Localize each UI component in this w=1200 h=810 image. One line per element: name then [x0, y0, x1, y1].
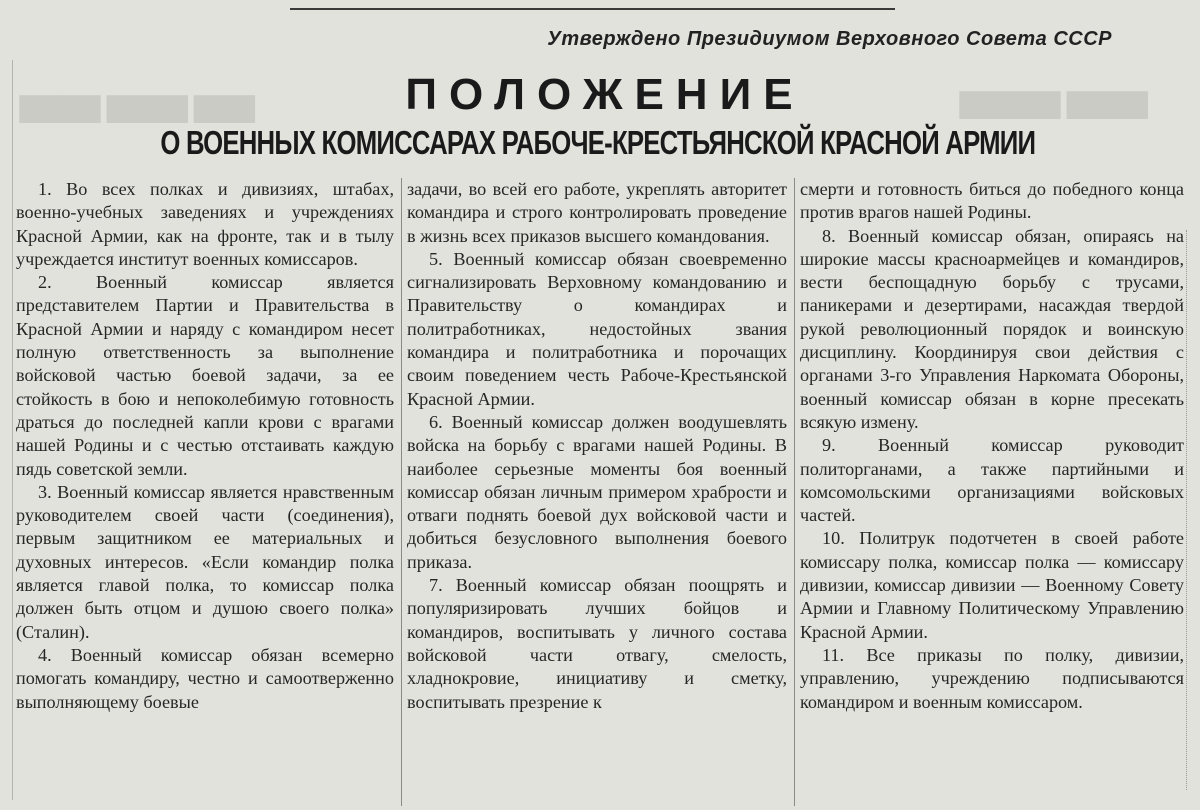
paragraph: 11. Все приказы по полку, дивизии, управлению, учреждению подписываются командиром и военным комиссаром.	[800, 644, 1184, 712]
article-columns	[16, 178, 1184, 806]
page-fold-edge	[0, 60, 13, 800]
approval-note: Утверждено Президиумом Верховного Совета СССР	[547, 28, 1112, 50]
paragraph: 6. Военный комиссар должен воодушевлять войска на борьбу с врагами нашей Родины. В наиболее серьезные моменты боя военный комиссар обязан личным примером храбрости и отваги поднять боевой дух войсковой части и добиться безусловного выполнения боевого приказа.	[407, 411, 787, 572]
paragraph: смерти и готовность биться до победного конца против врагов нашей Родины.	[800, 179, 1184, 223]
bleed-through-text: ▇▇▇▇ ▇▇▇▇▇	[960, 88, 1148, 118]
document-subtitle: О ВОЕННЫХ КОМИССАРАХ РАБОЧЕ-КРЕСТЬЯНСКОЙ КРАСНОЙ АРМИИ	[160, 124, 1036, 161]
paragraph: 2. Военный комиссар является представителем Партии и Правительства в Красной Армии и наряду с командиром несет полную ответственность за выполнение войсковой частью боевой задачи, за ее стойкость в бою и непоколебимую готовность драться до последней капли крови с врагами нашей Родины и с честью отстаивать каждую пядь советской земли.	[16, 272, 394, 479]
paragraph: 8. Военный комиссар обязан, опираясь на широкие массы красноармейцев и командиров, вести беспощадную борьбу с трусами, паникерами и дезертирами, насаждая твердой рукой революционный порядок и воинскую дисциплину. Координируя свои действия с органами 3-го Управления Наркомата Обороны, военный комиссар обязан в корне пресекать всякую измену.	[800, 225, 1184, 432]
paragraph: 3. Военный комиссар является нравственным руководителем своей части (соединения), первым защитником ее материальных и духовных интересов. «Если командир полка является главой полка, то комиссар полка должен быть отцом и душою своего полка» (Сталин).	[16, 481, 394, 642]
page-edge	[1186, 230, 1200, 790]
text-column-2	[407, 178, 787, 806]
paragraph: 7. Военный комиссар обязан поощрять и популяризировать лучших бойцов и командиров, воспитывать у личного состава войсковой части отвагу, смелость, хладнокровие, инициативу и сметку, воспитывать презрение к	[407, 575, 787, 712]
paragraph: 5. Военный комиссар обязан своевременно сигнализировать Верховному командованию и Правительству о командирах и политработниках, недостойных звания командира и политработника и порочащих своим поведением честь Рабоче-Крестьянской Красной Армии.	[407, 248, 787, 409]
bleed-through-text: ▇▇▇ ▇▇▇▇ ▇▇▇▇	[20, 92, 255, 122]
paragraph: 1. Во всех полках и дивизиях, штабах, военно-учебных заведениях и учреждениях Красной Армии, как на фронте, так и в тылу учреждается институт военных комиссаров.	[16, 179, 394, 269]
paragraph: 10. Политрук подотчетен в своей работе комиссару полка, комиссар полка — комиссару дивизии, комиссар дивизии — Военному Совету Армии и Главному Политическому Управлению Красной Армии.	[800, 528, 1184, 642]
column-divider	[794, 178, 795, 806]
header-rule	[290, 8, 895, 10]
column-divider	[401, 178, 402, 806]
document-title: ПОЛОЖЕНИЕ	[405, 70, 805, 119]
paragraph: 4. Военный комиссар обязан всемерно помогать командиру, честно и самоотверженно выполняющему боевые	[16, 644, 394, 712]
text-column-1	[16, 178, 394, 806]
paragraph: 9. Военный комиссар руководит политорганами, а также партийными и комсомольскими организациями войсковых частей.	[800, 435, 1184, 526]
paragraph: задачи, во всей его работе, укреплять авторитет командира и строго контролировать проведение в жизнь всех приказов высшего командования.	[407, 179, 787, 246]
text-column-3	[800, 178, 1184, 806]
